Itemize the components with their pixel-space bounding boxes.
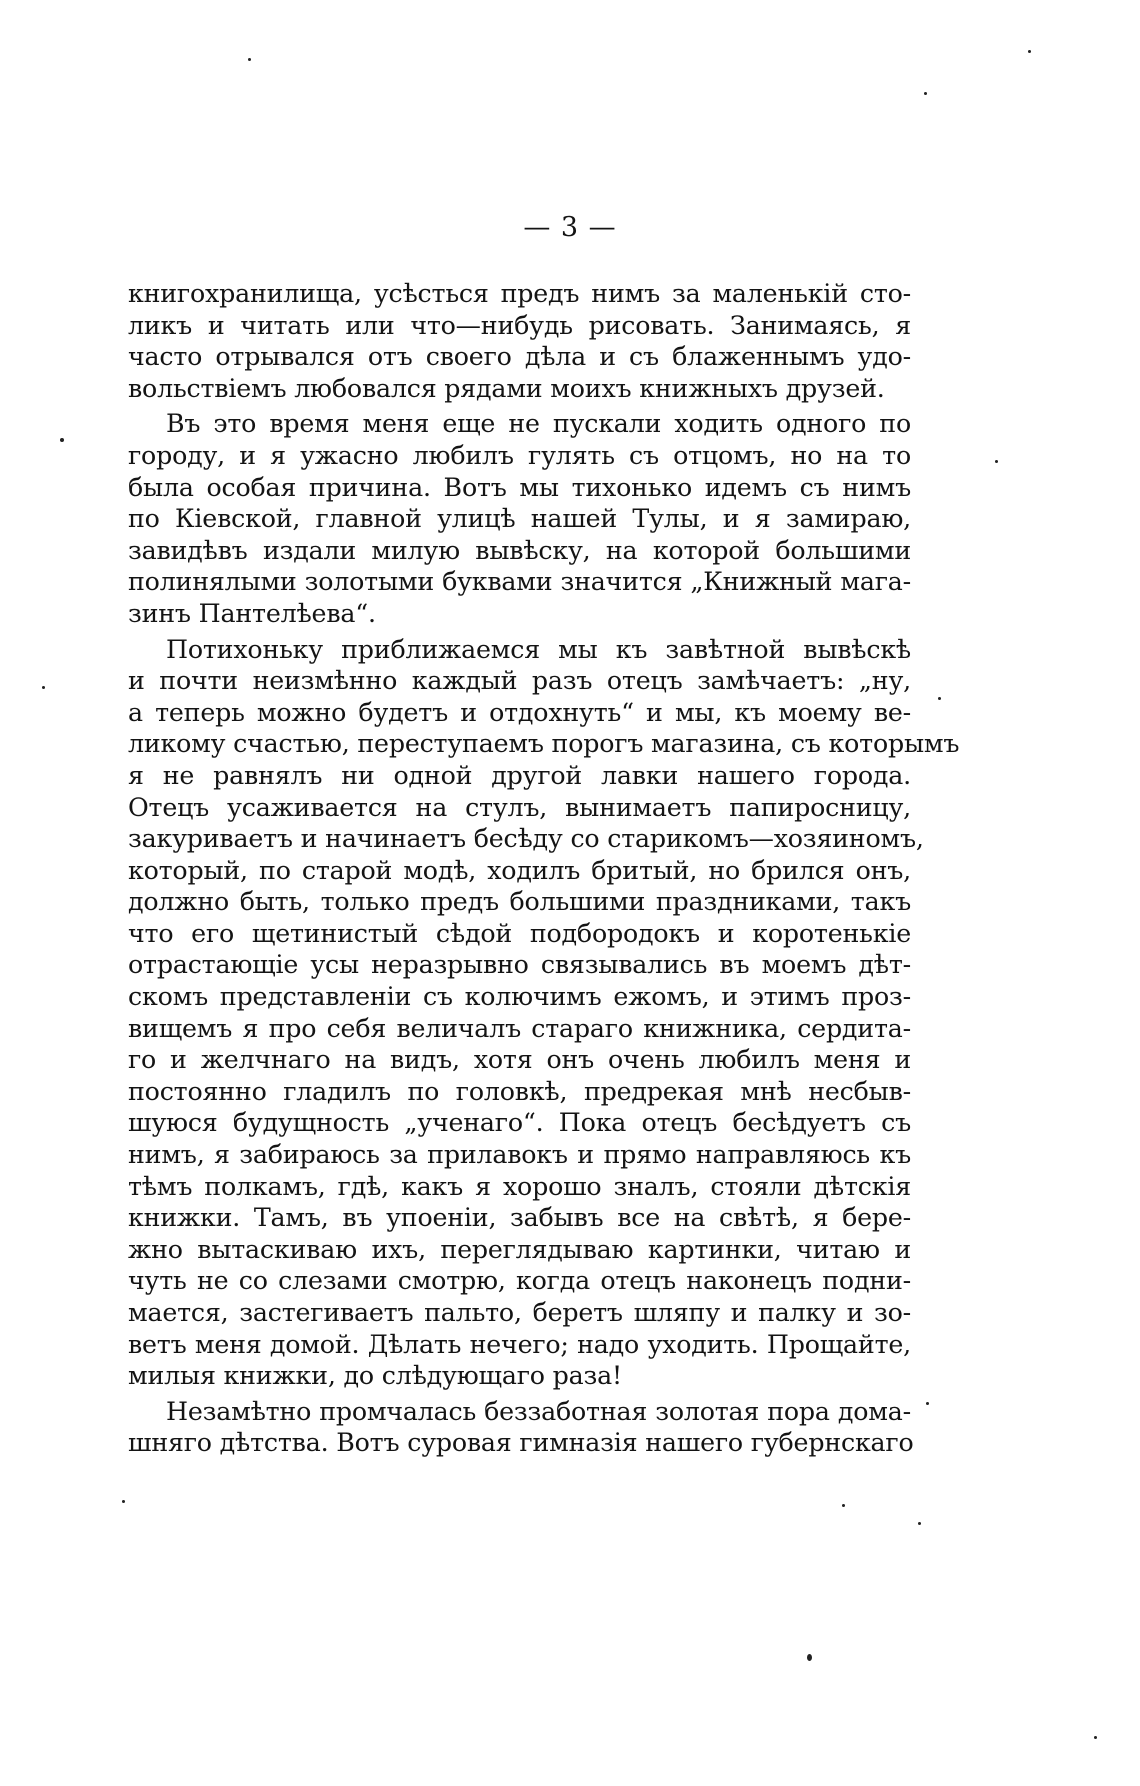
text-line: Въ это время меня еще не пускали ходить одного по	[166, 409, 911, 439]
text-line: милыя книжки, до слѣдующаго раза!	[128, 1361, 622, 1391]
text-line: завидѣвъ издали милую вывѣску, на которой большими	[128, 535, 911, 565]
text-line: что его щетинистый сѣдой подбородокъ и коротенькіе	[128, 918, 911, 948]
scan-speck	[42, 686, 45, 689]
text-line: Потихоньку приближаемся мы къ завѣтной вывѣскѣ	[166, 634, 911, 664]
text-line: жно вытаскиваю ихъ, переглядываю картинки, читаю и	[128, 1234, 911, 1264]
text-line: нимъ, я забираюсь за прилавокъ и прямо направляюсь къ	[128, 1140, 911, 1170]
body-text	[128, 278, 960, 1459]
scan-speck	[60, 438, 64, 442]
paragraph-2	[128, 408, 911, 629]
text-line: шуюся будущность „ученаго“. Пока отецъ бесѣдуетъ съ	[128, 1108, 911, 1138]
text-line: шняго дѣтства. Вотъ суровая гимназія нашего губернскаго	[128, 1428, 914, 1458]
text-line: Незамѣтно промчалась беззаботная золотая пора дома-	[166, 1396, 911, 1426]
text-line: го и желчнаго на видъ, хотя онъ очень любилъ меня и	[128, 1045, 911, 1075]
text-line: вищемъ я про себя величалъ стараго книжника, сердита-	[128, 1013, 911, 1043]
text-line: должно быть, только предъ большими праздниками, такъ	[128, 887, 911, 917]
scan-speck	[924, 92, 927, 95]
text-line: постоянно гладилъ по головкѣ, предрекая мнѣ несбыв-	[128, 1076, 911, 1106]
paragraph-3	[128, 634, 960, 1392]
scan-speck	[1094, 1736, 1097, 1739]
scan-speck	[918, 1522, 921, 1525]
scan-speck	[122, 1500, 125, 1503]
text-line: ликому счастью, переступаемъ порогъ магазина, съ которымъ	[128, 729, 960, 759]
scan-speck	[995, 460, 998, 463]
text-line: книгохранилища, усѣсться предъ нимъ за маленькій сто-	[128, 279, 911, 308]
scan-speck	[248, 58, 251, 61]
text-line: чуть не со слезами смотрю, когда отецъ наконецъ подни-	[128, 1266, 911, 1296]
text-line: тѣмъ полкамъ, гдѣ, какъ я хорошо зналъ, стояли дѣтскія	[128, 1171, 911, 1201]
text-line: часто отрывался отъ своего дѣла и съ блаженнымъ удо-	[128, 342, 911, 372]
text-line: и почти неизмѣнно каждый разъ отецъ замѣчаетъ: „ну,	[128, 666, 911, 696]
scan-speck	[938, 697, 941, 700]
text-line: полинялыми золотыми буквами значится „Книжный мага-	[128, 567, 911, 597]
scan-speck	[842, 1504, 845, 1507]
text-line: зинъ Пантелѣева“.	[128, 598, 376, 628]
text-line: была особая причина. Вотъ мы тихонько идемъ съ нимъ	[128, 472, 911, 502]
text-line: ликъ и читать или что—нибудь рисовать. Занимаясь, я	[128, 310, 911, 340]
text-line: ветъ меня домой. Дѣлать нечего; надо уходить. Прощайте,	[128, 1329, 911, 1359]
text-line: по Кіевской, главной улицѣ нашей Тулы, и я замираю,	[128, 504, 911, 534]
text-line: Отецъ усаживается на стулъ, вынимаетъ папиросницу,	[128, 792, 911, 822]
text-line: а теперь можно будетъ и отдохнуть“ и мы, къ моему ве-	[128, 697, 911, 727]
paragraph-1	[128, 278, 911, 404]
scan-speck	[1028, 50, 1031, 53]
text-line: который, по старой модѣ, ходилъ бритый, но брился онъ,	[128, 855, 911, 885]
paragraph-4	[128, 1396, 914, 1459]
text-line: книжки. Тамъ, въ упоеніи, забывъ все на свѣтѣ, я бере-	[128, 1203, 911, 1233]
scan-speck	[807, 1654, 812, 1661]
page-number: — 3 —	[523, 212, 617, 243]
text-line: городу, и я ужасно любилъ гулять съ отцомъ, но на то	[128, 440, 911, 470]
text-line: отрастающіе усы неразрывно связывались въ моемъ дѣт-	[128, 950, 911, 980]
text-line: закуриваетъ и начинаетъ бесѣду со старикомъ—хозяиномъ,	[128, 824, 924, 854]
scan-speck	[926, 1402, 929, 1405]
text-line: скомъ представленіи съ колючимъ ежомъ, и этимъ проз-	[128, 982, 911, 1012]
text-line: я не равнялъ ни одной другой лавки нашего города.	[128, 760, 911, 790]
text-line: вольствіемъ любовался рядами моихъ книжныхъ друзей.	[128, 373, 885, 403]
text-line: мается, застегиваетъ пальто, беретъ шляпу и палку и зо-	[128, 1298, 911, 1327]
